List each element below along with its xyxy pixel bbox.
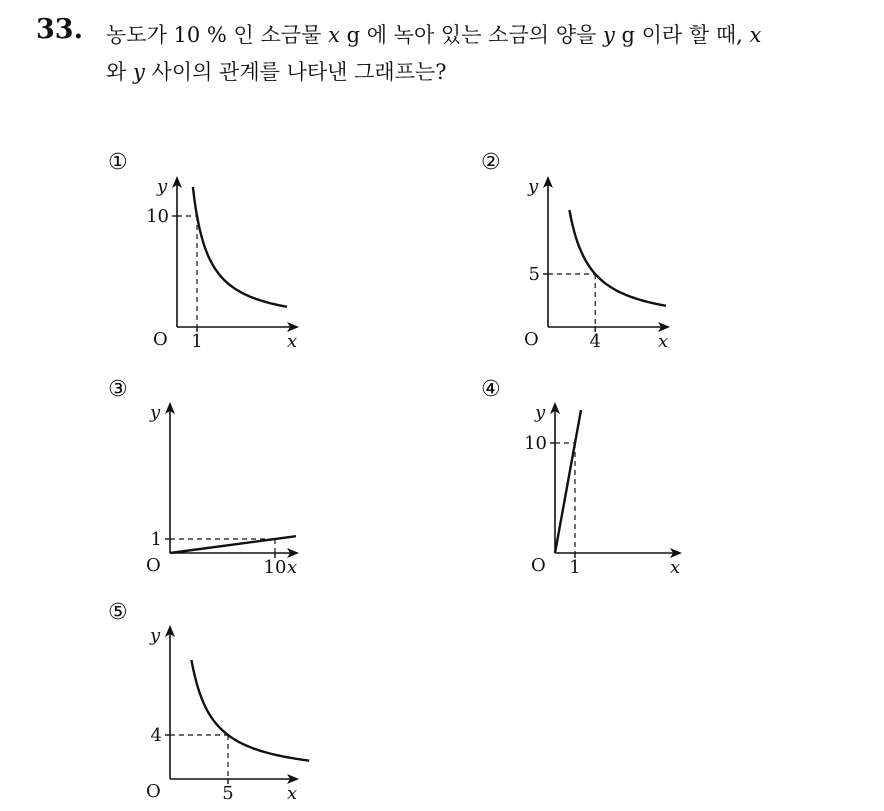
x-axis-label: x (670, 557, 681, 578)
origin-label: O (524, 329, 539, 350)
y-axis-label: y (157, 176, 168, 197)
y-axis-label: y (535, 402, 546, 423)
x-axis-label: x (287, 783, 298, 804)
y-tick-label: 10 (146, 206, 169, 227)
option-2-marker[interactable]: ② (481, 150, 501, 175)
x-tick-label: 5 (222, 783, 234, 804)
origin-label: O (531, 555, 546, 576)
text-segment: g 이라 할 때, (614, 23, 750, 47)
x-tick-label: 1 (191, 331, 203, 352)
graph-curve (191, 660, 309, 761)
text-segment: g 에 녹아 있는 소금의 양을 (339, 23, 603, 47)
text-segment: 사이의 관계를 나타낸 그래프는? (144, 60, 447, 84)
text-segment: 와 (106, 60, 133, 84)
x-tick-label: 10 (263, 557, 287, 578)
y-axis-label: y (150, 625, 161, 646)
origin-label: O (153, 329, 168, 350)
x-axis-label: x (658, 331, 669, 352)
option-1-marker[interactable]: ① (108, 150, 128, 175)
text-segment: 농도가 10 % 인 소금물 (106, 23, 329, 47)
variable-x: x (328, 23, 340, 47)
y-axis-label: y (150, 402, 161, 423)
option-5-marker[interactable]: ⑤ (108, 600, 128, 625)
origin-label: O (146, 555, 161, 576)
y-tick-label: 1 (150, 529, 162, 550)
option-3-marker[interactable]: ③ (108, 377, 128, 402)
variable-y: y (132, 60, 145, 84)
y-tick-label: 4 (150, 725, 162, 746)
origin-label: O (146, 781, 161, 802)
x-axis-label: x (287, 331, 298, 352)
option-4-marker[interactable]: ④ (481, 377, 501, 402)
x-tick-label: 4 (589, 331, 601, 352)
x-axis-label: x (287, 557, 298, 578)
y-tick-label: 5 (528, 264, 540, 285)
question-number: 33. (36, 14, 83, 45)
variable-x: x (749, 23, 762, 47)
variable-y: y (602, 23, 615, 47)
y-axis-label: y (528, 176, 539, 197)
y-tick-label: 10 (524, 433, 547, 454)
x-tick-label: 1 (569, 557, 581, 578)
